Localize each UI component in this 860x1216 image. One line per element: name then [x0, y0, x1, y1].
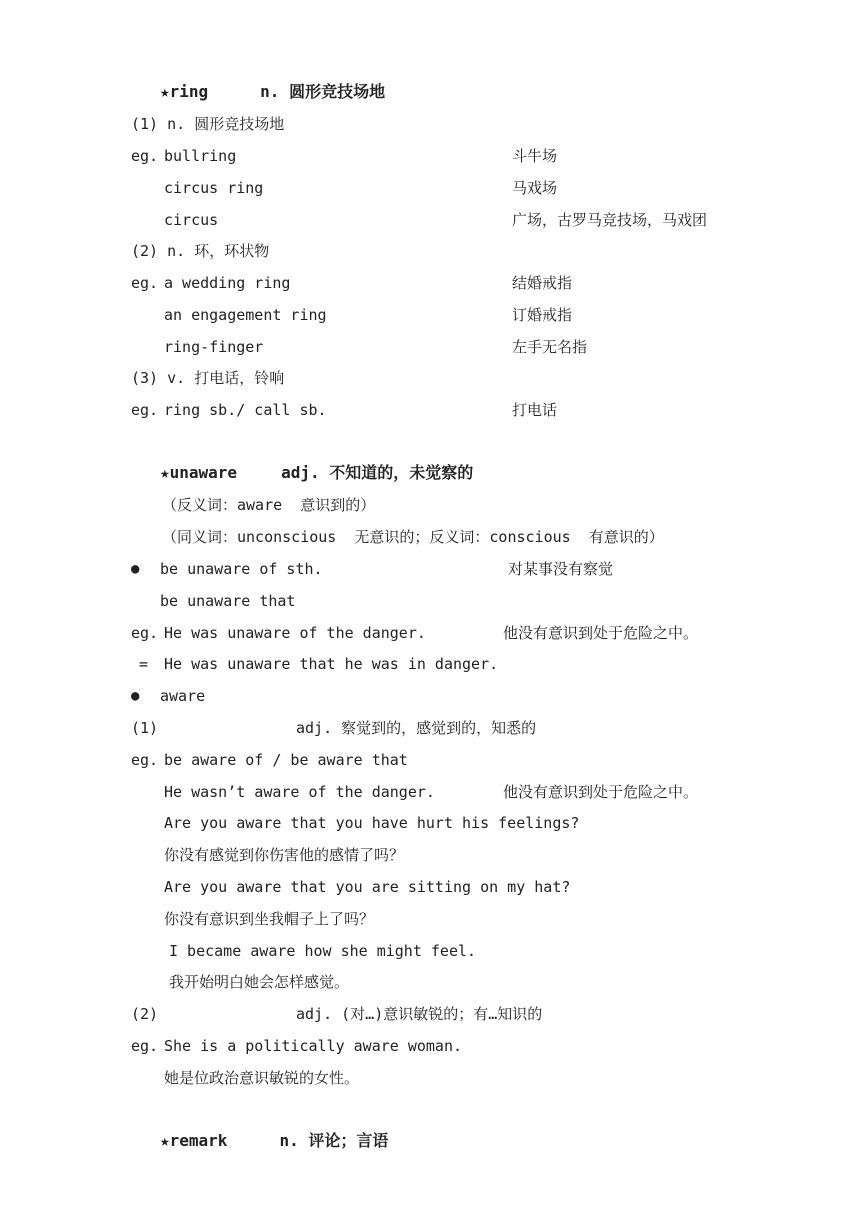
example-english: ring-finger — [164, 338, 264, 356]
sense-2-ring — [131, 241, 269, 261]
equals-sign: = — [139, 655, 149, 673]
example-chinese: 他没有意识到处于危险之中。 — [503, 624, 699, 642]
example-label: eg. — [131, 624, 159, 642]
sense-definition: n. 环，环状物 — [167, 242, 270, 260]
example-chinese: 打电话 — [512, 401, 558, 419]
sense-1-ring — [131, 114, 284, 134]
example-english: bullring — [164, 147, 237, 165]
example-chinese: 左手无名指 — [512, 338, 588, 356]
bullet-icon: ● — [131, 688, 140, 704]
sense-number: (3) — [131, 369, 159, 387]
example-english: be aware of / be aware that — [164, 751, 408, 769]
example-chinese: 你没有感觉到你伤害他的感情了吗？ — [164, 846, 405, 864]
phrase-english: be unaware that — [160, 592, 296, 610]
example-english: an engagement ring — [164, 306, 327, 324]
example-english: I became aware how she might feel. — [169, 942, 477, 960]
sense-definition: v. 打电话，铃响 — [167, 369, 285, 387]
example-chinese: 你没有意识到坐我帽子上了吗？ — [164, 910, 375, 928]
example-label: eg. — [131, 751, 159, 769]
sense-definition: adj. 察觉到的，感觉到的，知悉的 — [296, 719, 537, 737]
synonym-note: （同义词：unconscious 无意识的；反义词：conscious 有意识的） — [162, 528, 664, 546]
example-chinese: 他没有意识到处于危险之中。 — [503, 783, 699, 801]
headword-definition: n. 评论；言语 — [279, 1131, 389, 1150]
example-chinese: 广场，古罗马竞技场，马戏团 — [512, 211, 708, 229]
entry-heading-ring — [160, 82, 385, 102]
sense-definition: adj. (对…)意识敏锐的；有…知识的 — [296, 1005, 543, 1023]
entry-heading-unaware — [160, 463, 473, 483]
example-chinese: 斗牛场 — [512, 147, 558, 165]
example-chinese: 她是位政治意识敏锐的女性。 — [164, 1069, 360, 1087]
example-chinese: 马戏场 — [512, 179, 558, 197]
headword: ★remark — [160, 1131, 228, 1150]
sub-headword: aware — [160, 687, 206, 705]
sense-number: (2) — [131, 1005, 159, 1023]
example-label: eg. — [131, 274, 159, 292]
example-english: He was unaware of the danger. — [164, 624, 426, 642]
example-label: eg. — [131, 401, 159, 419]
example-english: Are you aware that you have hurt his feelings? — [164, 814, 580, 832]
sense-number: (2) — [131, 242, 159, 260]
example-english: Are you aware that you are sitting on my hat? — [164, 878, 571, 896]
headword: ★unaware — [160, 463, 238, 482]
example-english: She is a politically aware woman. — [164, 1037, 463, 1055]
headword-definition: n. 圆形竞技场地 — [260, 82, 386, 101]
antonym-note: （反义词：aware 意识到的） — [162, 496, 376, 514]
sense-number: (1) — [131, 719, 159, 737]
sense-3-ring — [131, 368, 284, 388]
example-chinese: 订婚戒指 — [512, 306, 573, 324]
example-label: eg. — [131, 147, 159, 165]
phrase-chinese: 对某事没有察觉 — [508, 560, 614, 578]
example-chinese: 我开始明白她会怎样感觉。 — [169, 973, 350, 991]
example-chinese: 结婚戒指 — [512, 274, 573, 292]
sense-number: (1) — [131, 115, 159, 133]
example-english: He wasn’t aware of the danger. — [164, 783, 435, 801]
headword-definition: adj. 不知道的，未觉察的 — [281, 463, 474, 482]
bullet-icon: ● — [131, 561, 140, 577]
example-english: ring sb./ call sb. — [164, 401, 327, 419]
sense-definition: n. 圆形竞技场地 — [167, 115, 285, 133]
example-english: circus ring — [164, 179, 264, 197]
entry-heading-remark — [160, 1131, 388, 1151]
example-english: He was unaware that he was in danger. — [164, 655, 499, 673]
example-label: eg. — [131, 1037, 159, 1055]
example-english: circus — [164, 211, 219, 229]
example-english: a wedding ring — [164, 274, 291, 292]
phrase-english: be unaware of sth. — [160, 560, 323, 578]
headword: ★ring — [160, 82, 209, 101]
